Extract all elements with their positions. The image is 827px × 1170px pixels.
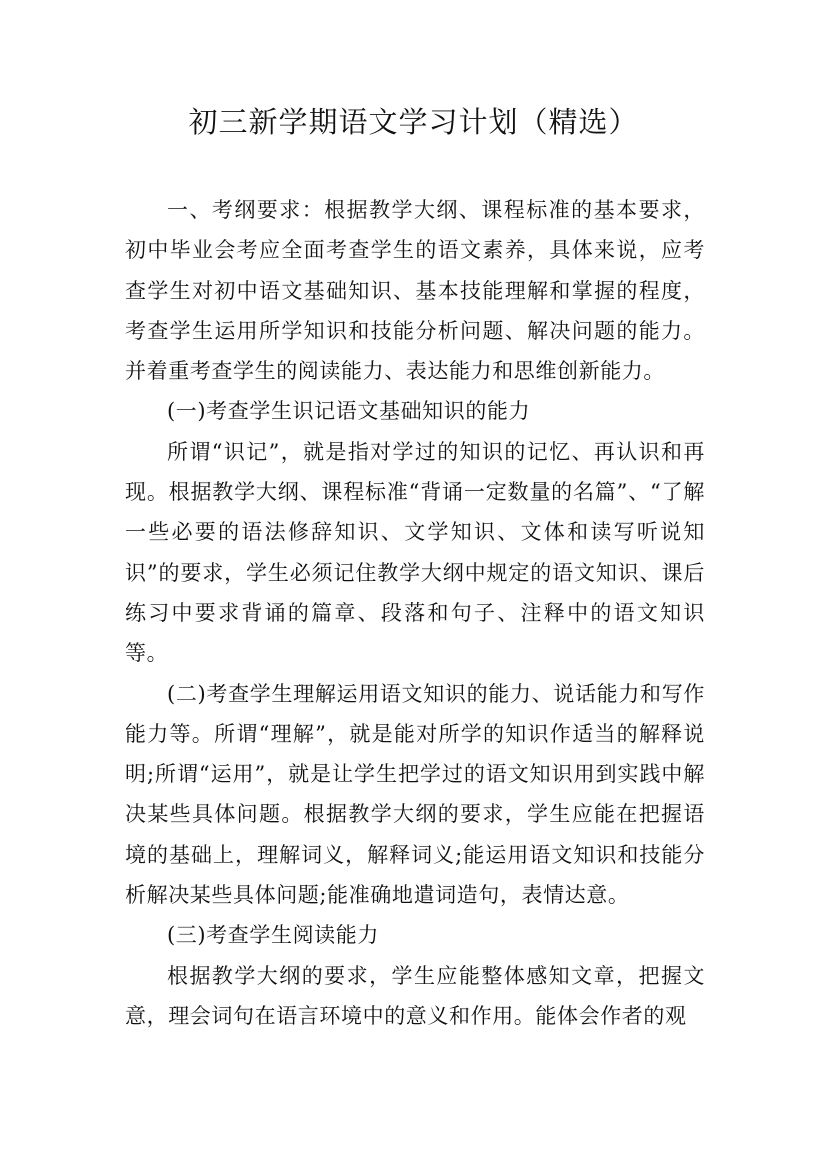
- paragraph-heading-2: (二)考查学生理解运用语文知识的能力、说话能力和写作能力等。所谓“理解”，就是能对所学的知识作适当的解释说明;所谓“运用”，就是让学生把学过的语文知识用到实践中解决某些具体问题。根据教学大纲的要求，学生应能在把握语境的基础上，理解词义，解释词义;能运用语文知识和技能分析解决某些具体问题;能准确地遣词造句，表情达意。: [125, 681, 705, 908]
- paragraph-heading-3: (三)考查学生阅读能力: [167, 923, 379, 948]
- document-title: 初三新学期语文学习计划（精选）: [188, 105, 639, 139]
- paragraph-memorization: 所谓“识记”，就是指对学过的知识的记忆、再认识和再现。根据教学大纲、课程标准“背诵一定数量的名篇”、“了解一些必要的语法修辞知识、文学知识、文体和读写听说知识”的要求，学生必须记住教学大纲中规定的语文知识、课后练习中要求背诵的篇章、段落和句子、注释中的语文知识等。: [125, 439, 705, 666]
- paragraph-heading-1: (一)考查学生识记语文基础知识的能力: [167, 399, 531, 424]
- paragraph-reading-ability: 根据教学大纲的要求，学生应能整体感知文章，把握文意，理会词句在语言环境中的意义和作用。能体会作者的观: [125, 963, 705, 1028]
- paragraph-exam-requirements: 一、考纲要求：根据教学大纲、课程标准的基本要求，初中毕业会考应全面考查学生的语文素养，具体来说，应考查学生对初中语文基础知识、基本技能理解和掌握的程度，考查学生运用所学知识和技能分析问题、解决问题的能力。并着重考查学生的阅读能力、表达能力和思维创新能力。: [125, 198, 705, 384]
- document-body: [125, 190, 705, 1036]
